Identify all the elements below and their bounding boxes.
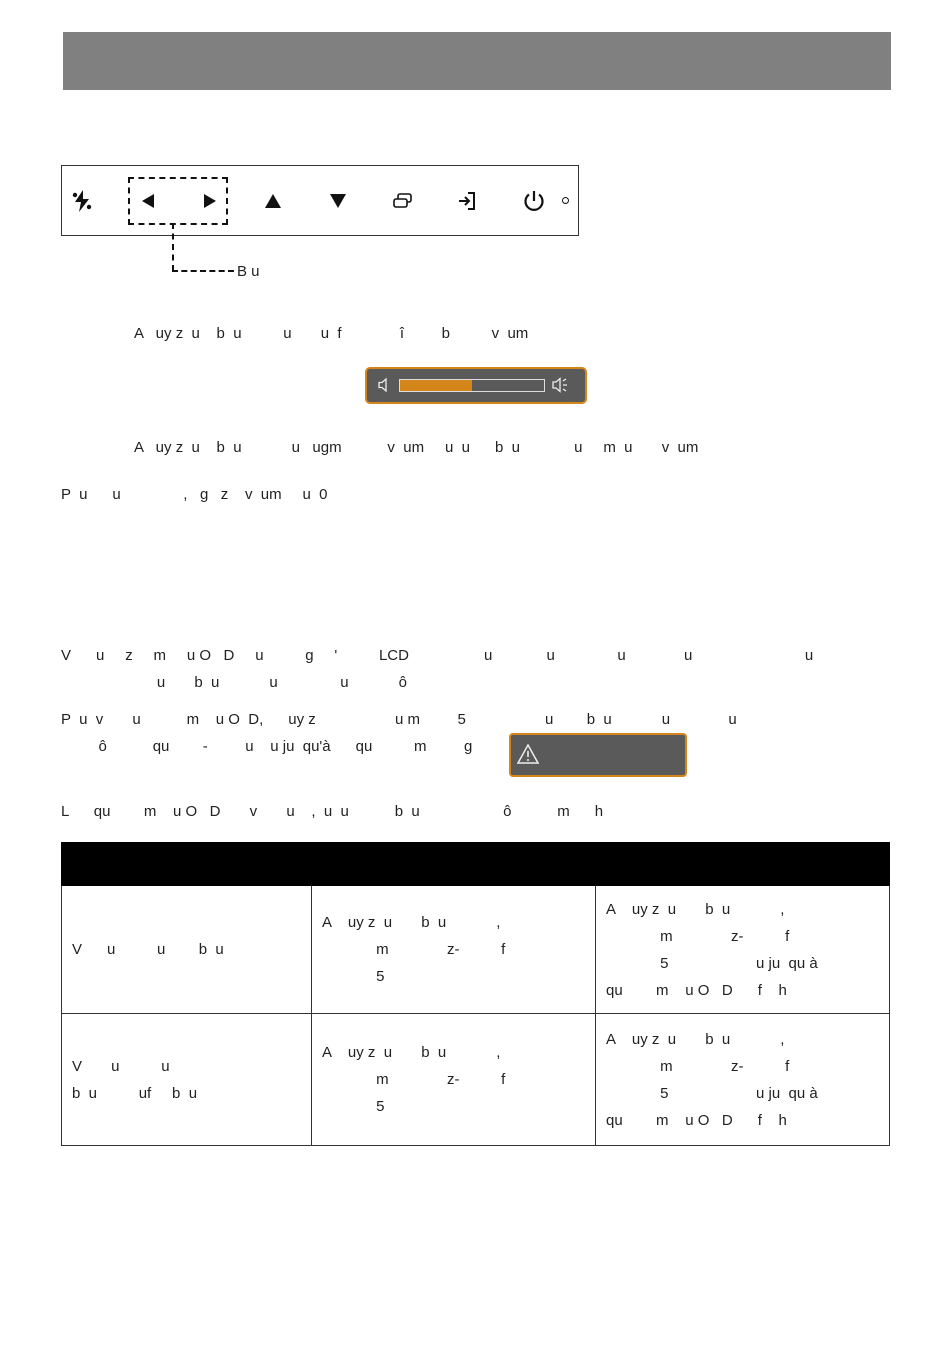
table-cell-lock	[312, 1014, 596, 1146]
power-led-indicator	[562, 197, 569, 204]
table-row	[62, 1014, 890, 1146]
speaker-high-icon	[551, 376, 573, 394]
cell-line: A uy z u b u ,	[606, 900, 785, 918]
cell-line: m z- f	[322, 941, 506, 958]
table-header-cell	[62, 843, 312, 886]
cell-line: A uy z u b u ,	[322, 914, 501, 931]
volume-track[interactable]	[399, 379, 545, 392]
power-icon	[522, 189, 546, 213]
callout-line-horizontal	[172, 270, 234, 272]
table-header-cell	[312, 843, 596, 886]
cell-line: 5 u ju qu à	[606, 1084, 818, 1102]
cell-line: qu m u O D f h	[606, 1111, 787, 1129]
osd-lock-table	[61, 842, 890, 1146]
menu-icon	[392, 192, 414, 210]
up-button[interactable]	[253, 166, 293, 235]
callout-line-vertical	[172, 223, 174, 271]
paragraph-lock-procedure-line1: P u v u m u O D, uy z u m 5 u b u u u	[61, 711, 737, 728]
menu-button[interactable]	[383, 166, 423, 235]
table-cell-unlock	[596, 1014, 890, 1146]
down-button[interactable]	[318, 166, 358, 235]
table-cell-mode	[62, 886, 312, 1014]
paragraph-osd-lock-line1: V u z m u O D u g ' LCD u u u u u	[61, 647, 814, 664]
up-arrow-icon	[264, 193, 282, 209]
table-row	[62, 886, 890, 1014]
cell-line: m z- f	[322, 1071, 506, 1088]
volume-osd-bar	[365, 367, 587, 404]
paragraph-volume-down: A uy z u b u u u f î b v um	[134, 325, 529, 342]
table-cell-unlock	[596, 886, 890, 1014]
auto-adjust-icon	[69, 188, 95, 214]
cell-line: V u u b u	[72, 941, 224, 958]
header-bar	[63, 32, 891, 90]
table-cell-mode	[62, 1014, 312, 1146]
input-source-button[interactable]	[448, 166, 488, 235]
table-cell-lock	[312, 886, 596, 1014]
table-header-row	[62, 843, 890, 886]
paragraph-osd-lock-line2: u b u u u ô	[61, 674, 407, 691]
auto-adjust-button[interactable]	[62, 166, 102, 235]
down-arrow-icon	[329, 193, 347, 209]
left-right-highlight-box	[128, 177, 228, 225]
cell-line: 5	[322, 1098, 385, 1115]
callout-label: B u	[237, 263, 260, 280]
power-button[interactable]	[514, 166, 554, 235]
speaker-low-icon	[377, 377, 393, 393]
paragraph-lock-procedure-line2: ô qu - u u ju qu'à qu m g	[61, 738, 473, 755]
input-source-icon	[457, 190, 479, 212]
cell-line: m z- f	[606, 1057, 790, 1075]
cell-line: 5 u ju qu à	[606, 954, 818, 972]
warning-icon	[516, 743, 540, 765]
osd-lock-warning-box	[509, 733, 687, 777]
volume-fill	[400, 380, 472, 391]
cell-line: b u uf b u	[72, 1084, 198, 1102]
cell-line: A uy z u b u ,	[606, 1030, 785, 1048]
paragraph-volume-up: A uy z u b u u ugm v um u u b u u m u v um	[134, 439, 699, 456]
table-header-cell	[596, 843, 890, 886]
paragraph-mute-note: P u u , g z v um u 0	[61, 486, 328, 503]
cell-line: m z- f	[606, 927, 790, 945]
paragraph-lock-state: L qu m u O D v u , u u b u ô m h	[61, 803, 604, 820]
cell-line: A uy z u b u ,	[322, 1044, 501, 1061]
cell-line: 5	[322, 968, 385, 985]
cell-line: qu m u O D f h	[606, 981, 787, 999]
cell-line: V u u	[72, 1057, 170, 1075]
